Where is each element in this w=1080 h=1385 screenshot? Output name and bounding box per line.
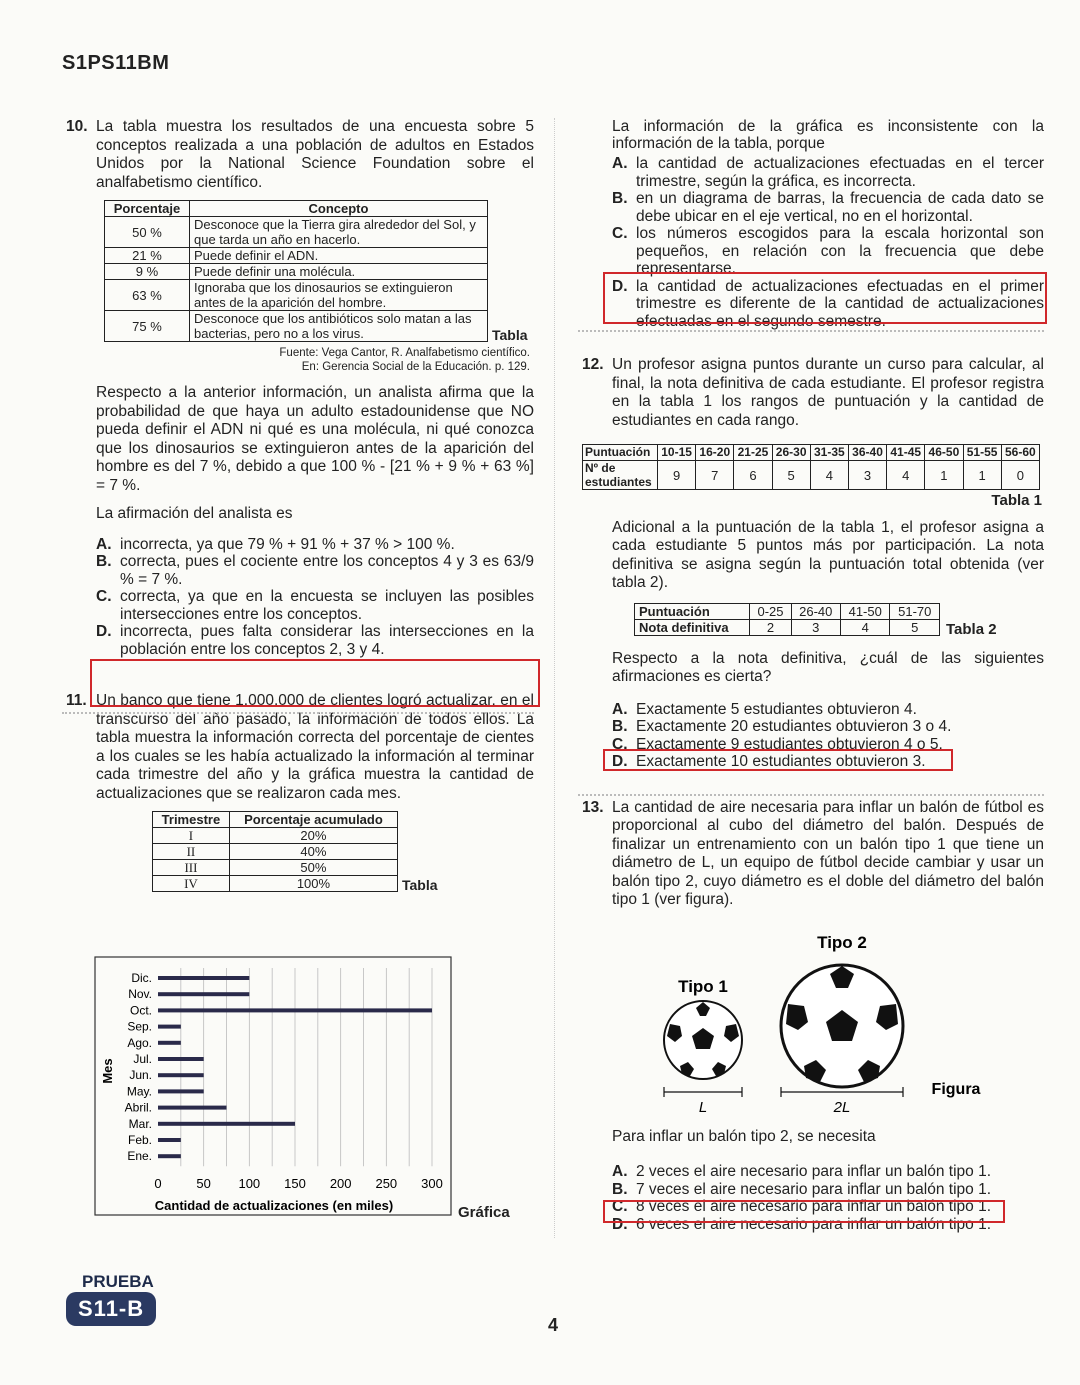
y-tick-label: Mar.: [128, 1116, 152, 1131]
cell: III: [153, 860, 230, 876]
question-intro: Un profesor asigna puntos durante un curso para calcular, al final, la nota definitiva de cada estudiante. El profesor registra en la tabla 1 los rangos de puntuación y la cantidad de estudiantes en cada rango.: [612, 356, 1044, 429]
count-cell: 9: [658, 461, 696, 490]
col-header: Concepto: [190, 201, 488, 217]
monthly-updates-chart: [94, 956, 454, 1218]
dim-label-2: 2L: [833, 1099, 851, 1116]
option-letter: D.: [612, 753, 628, 770]
column-separator: [554, 118, 555, 1238]
table-row: [153, 876, 398, 892]
table-1-tag: Tabla 1: [991, 492, 1042, 509]
cell: Desconoce que los antibióticos solo matan a las bacterias, pero no a los virus.: [190, 311, 488, 342]
question-number: 13.: [582, 798, 604, 816]
option-text: la cantidad de actualizaciones efectuadas en el tercer trimestre, según la gráfica, es incorrecta.: [636, 155, 1044, 190]
col-header: Porcentaje acumulado: [229, 812, 397, 828]
cell: IV: [153, 876, 230, 892]
question-13: [582, 799, 1044, 910]
test-code: S11-B: [66, 1292, 156, 1326]
x-tick-label: 300: [421, 1176, 443, 1192]
table-row: [105, 280, 488, 311]
cell: 50%: [229, 860, 397, 876]
option-letter: C.: [612, 225, 628, 242]
x-tick-label: 50: [196, 1176, 211, 1192]
bar-feb: [158, 1138, 181, 1142]
table-row: [105, 311, 488, 342]
options: [66, 536, 534, 659]
cell: 100%: [229, 876, 397, 892]
table-row: [105, 217, 488, 248]
ball-type-2: [781, 965, 903, 1087]
grade-table-2: [634, 603, 940, 636]
range-cell: 10-15: [658, 445, 696, 461]
page-number: 4: [548, 1315, 559, 1335]
y-tick-label: Feb.: [127, 1133, 152, 1147]
table-2-wrap: [634, 603, 1044, 636]
y-axis-label: Mes: [100, 1058, 115, 1084]
y-tick-label: Dic.: [131, 971, 152, 985]
bar-may: [158, 1089, 204, 1093]
option-letter: B.: [612, 718, 628, 735]
option-letter: A.: [612, 700, 628, 718]
concept-table: [104, 200, 488, 342]
option-text: 2 veces el aire necesario para inflar un balón tipo 1.: [636, 1163, 991, 1180]
y-tick-label: Jul.: [133, 1052, 152, 1066]
option-text: en un diagrama de barras, la frecuencia de cada dato se debe ubicar en el eje vertical, no en el horizontal.: [636, 190, 1044, 225]
answer-highlight-q13: [603, 1200, 1005, 1223]
prueba-badge: [66, 1272, 156, 1326]
range-cell: 36-40: [848, 445, 886, 461]
divider: [578, 330, 1044, 332]
question-prompt: La afirmación del analista es: [96, 505, 293, 522]
bar-oct: [158, 1008, 432, 1012]
q11-continuation: La información de la gráfica es inconsistente con la información de la tabla, porque: [612, 118, 1044, 152]
cell: II: [153, 844, 230, 860]
y-tick-label: Ago.: [127, 1035, 152, 1050]
document-code: S1PS11BM: [62, 52, 170, 74]
table-row: [153, 828, 398, 844]
answer-highlight-q12: [603, 749, 953, 771]
option-a[interactable]: [612, 155, 1044, 190]
graph-tag: Gráfica: [458, 1204, 510, 1221]
range-cell: 41-45: [887, 445, 925, 461]
cell: Ignoraba que los dinosaurios se extinguieron antes de la aparición del hombre.: [190, 280, 488, 311]
table-2-tag: Tabla 2: [946, 621, 997, 638]
option-text: 8 veces el aire necesario para inflar un balón tipo 1.: [636, 1198, 991, 1215]
figure-tag: Figura: [931, 1081, 981, 1098]
bar-sep: [158, 1025, 181, 1029]
bar-jun: [158, 1073, 204, 1077]
option-letter: B.: [96, 553, 112, 570]
answer-highlight-q11: [603, 272, 1047, 324]
option-letter: D.: [612, 1215, 628, 1233]
cell: 50 %: [105, 217, 190, 248]
question-12: [582, 356, 1044, 771]
row-label: Puntuación: [635, 603, 750, 619]
option-letter: A.: [612, 155, 628, 172]
y-tick-label: Ene.: [127, 1149, 152, 1164]
cell: 40%: [229, 844, 397, 860]
option-b[interactable]: [612, 190, 1044, 225]
col-header: Porcentaje: [105, 201, 190, 217]
bar-nov: [158, 992, 249, 996]
y-tick-label: Abril.: [124, 1100, 152, 1115]
option-text: los números escogidos para la escala horizontal son pequeños, en relación con la frecuencia que debe representarse.: [636, 225, 1044, 277]
option-letter: C.: [96, 588, 112, 605]
range-cell: 0-25: [750, 603, 791, 619]
cell: 75 %: [105, 311, 190, 342]
question-intro: La cantidad de aire necesaria para inflar un balón de fútbol es proporcional al cubo del diámetro del balón. Después de finalizar un entrenamiento con un balón tipo 1 que tiene un diámetro de L, un equipo de fútbol decide cambiar y usar un balón tipo 2, cuyo diámetro es el doble del diámetro del balón tipo 1 (ver figura).: [612, 798, 1044, 908]
x-tick-label: 100: [238, 1176, 261, 1192]
option-letter: B.: [612, 1180, 628, 1198]
x-tick-label: 150: [284, 1176, 306, 1192]
question-number: 10.: [66, 118, 88, 135]
question-prompt: Para inflar un balón tipo 2, se necesita: [612, 1128, 876, 1145]
option-text: 6 veces el aire necesario para inflar un balón tipo 1.: [636, 1215, 991, 1233]
option-text: Exactamente 20 estudiantes obtuvieron 3 o 4.: [636, 718, 952, 735]
count-cell: 0: [1001, 461, 1039, 490]
row-label: Nota definitiva: [635, 619, 750, 635]
option-a[interactable]: [612, 1163, 1042, 1181]
option-letter: A.: [96, 535, 112, 553]
answer-highlight-q10: [90, 659, 540, 707]
question-10: [66, 118, 534, 658]
question-prompt: Respecto a la nota definitiva, ¿cuál de las siguientes afirmaciones es cierta?: [612, 649, 1044, 685]
option-letter: D.: [612, 277, 628, 295]
divider: [62, 712, 534, 714]
count-cell: 1: [963, 461, 1001, 490]
table-tag: Tabla: [402, 876, 438, 893]
option-letter: C.: [612, 1198, 628, 1215]
option-text: incorrecta, ya que 79 % + 91 % + 37 % > 100 %.: [120, 535, 455, 553]
x-tick-label: 250: [375, 1176, 398, 1192]
table-row: [153, 860, 398, 876]
x-tick-label: 200: [329, 1176, 352, 1192]
option-c[interactable]: [96, 588, 534, 623]
prueba-label: PRUEBA: [82, 1272, 154, 1291]
source-line: Fuente: Vega Cantor, R. Analfabetismo científico.: [279, 347, 530, 359]
option-text: Exactamente 9 estudiantes obtuvieron 4 o 5.: [636, 735, 943, 753]
grade-cell: 3: [791, 619, 840, 635]
y-tick-label: Oct.: [129, 1003, 152, 1018]
dim-label-1: L: [698, 1099, 708, 1116]
count-cell: 3: [848, 461, 886, 490]
trimester-table-wrap: [152, 811, 534, 892]
option-letter: C.: [612, 735, 628, 753]
left-column: [66, 118, 534, 892]
ball-1-label: Tipo 1: [678, 977, 728, 996]
option-text: correcta, ya que en la encuesta se incluyen las posibles intersecciones entre los conceptos.: [120, 588, 534, 623]
count-cell: 7: [696, 461, 734, 490]
source: [66, 346, 530, 374]
score-table-1: [582, 444, 1040, 490]
y-tick-label: May.: [126, 1084, 152, 1099]
range-cell: 51-70: [890, 603, 940, 619]
count-cell: 6: [734, 461, 772, 490]
question-intro: La tabla muestra los resultados de una encuesta sobre 5 conceptos realizada a una población de adultos en Estados Unidos por la National Science Foundation sobre el analfabetismo científico.: [96, 118, 534, 191]
cell: I: [153, 828, 230, 844]
option-text: incorrecta, pues falta considerar las intersecciones en la población entre los conceptos 2, 3 y 4.: [120, 623, 534, 658]
cell: 21 %: [105, 248, 190, 264]
x-axis-label: Cantidad de actualizaciones (en miles): [154, 1198, 394, 1213]
col-header: Trimestre: [153, 812, 230, 828]
range-cell: 41-50: [840, 603, 889, 619]
option-d[interactable]: [96, 623, 534, 658]
divider: [578, 794, 1044, 796]
bar-abril: [158, 1106, 227, 1110]
source-line: En: Gerencia Social de la Educación. p. 129.: [301, 361, 530, 373]
option-letter: D.: [96, 623, 112, 640]
concept-table-wrap: [104, 200, 534, 342]
right-column: [582, 118, 1044, 910]
grade-cell: 5: [890, 619, 940, 635]
option-b[interactable]: [96, 553, 534, 588]
cell: Puede definir una molécula.: [190, 264, 488, 280]
count-cell: 5: [772, 461, 810, 490]
bar-dic: [158, 976, 249, 980]
row-label: Nº de estudiantes: [583, 461, 658, 490]
y-tick-label: Nov.: [128, 987, 152, 1002]
option-text: Exactamente 5 estudiantes obtuvieron 4.: [636, 700, 917, 718]
question-11: [66, 692, 534, 892]
count-cell: 4: [810, 461, 848, 490]
balls-figure: [640, 926, 1020, 1122]
count-cell: 1: [925, 461, 963, 490]
question-number: 12.: [582, 356, 604, 373]
bar-mar: [158, 1122, 295, 1126]
range-cell: 21-25: [734, 445, 772, 461]
option-letter: B.: [612, 190, 628, 207]
cell: 63 %: [105, 280, 190, 311]
option-c[interactable]: [612, 225, 1044, 278]
row-label: Puntuación: [583, 445, 658, 461]
grade-cell: 2: [750, 619, 791, 635]
question-number: 11.: [66, 692, 87, 709]
cell: Desconoce que la Tierra gira alrededor del Sol, y que tarda un año en hacerlo.: [190, 217, 488, 248]
analyst-statement: Respecto a la anterior información, un analista afirma que la probabilidad de que haya un adulto estadounidense que NO pueda definir el ADN ni qué es una molécula, ni qué conozca que los dinosaurios se extinguieron antes de la aparición del hombre es del 7 %, debido a que 100 % - [21 % + 9 % + 63 %] = 7 %.: [96, 384, 534, 494]
ball-type-1: [664, 1001, 742, 1079]
option-text: la cantidad de actualizaciones efectuadas en el primer trimestre es diferente de la cantidad de actualizaciones efectuadas en el segundo semestre.: [636, 277, 1044, 330]
option-text: 7 veces el aire necesario para inflar un balón tipo 1.: [636, 1180, 991, 1198]
grade-cell: 4: [840, 619, 889, 635]
option-text: correcta, pues el cociente entre los conceptos 4 y 3 es 63/9 % = 7 %.: [120, 553, 534, 588]
option-letter: A.: [612, 1163, 628, 1180]
bar-jul: [158, 1057, 204, 1061]
y-tick-label: Sep.: [127, 1019, 152, 1034]
table-row: [153, 844, 398, 860]
cell: 9 %: [105, 264, 190, 280]
ball-2-label: Tipo 2: [817, 933, 867, 952]
table-row: [105, 248, 488, 264]
option-b[interactable]: [612, 718, 1044, 736]
range-cell: 51-55: [963, 445, 1001, 461]
range-cell: 26-40: [791, 603, 840, 619]
range-cell: 26-30: [772, 445, 810, 461]
table-row: [105, 264, 488, 280]
trimester-table: [152, 811, 398, 892]
bar-ago: [158, 1041, 181, 1045]
option-text: Exactamente 10 estudiantes obtuvieron 3.: [636, 753, 926, 770]
cell: 20%: [229, 828, 397, 844]
y-tick-label: Jun.: [129, 1068, 152, 1083]
range-cell: 56-60: [1001, 445, 1039, 461]
x-tick-label: 0: [154, 1176, 162, 1192]
range-cell: 31-35: [810, 445, 848, 461]
range-cell: 46-50: [925, 445, 963, 461]
option-a[interactable]: [96, 536, 534, 554]
range-cell: 16-20: [696, 445, 734, 461]
table-tag: Tabla: [492, 326, 528, 343]
question-intro: Un banco que tiene 1.000.000 de clientes logró actualizar, en el transcurso del año pasado, la información de todos ellos. La tabla muestra la información correcta del porcentaje de cientes a los cuales se les había actualizado la información al terminar cada trimestre del año y la gráfica muestra la cantidad de actualizaciones que se realizaron cada mes.: [96, 692, 534, 802]
option-a[interactable]: [612, 701, 1044, 719]
bar-ene: [158, 1154, 181, 1158]
option-b[interactable]: [612, 1181, 1042, 1199]
cell: Puede definir el ADN.: [190, 248, 488, 264]
count-cell: 4: [887, 461, 925, 490]
middle-text: Adicional a la puntuación de la tabla 1, el profesor asigna a cada estudiante 5 puntos más por participación. La nota definitiva se asigna según la puntuación total obtenida (ver tabla 2).: [612, 518, 1044, 591]
